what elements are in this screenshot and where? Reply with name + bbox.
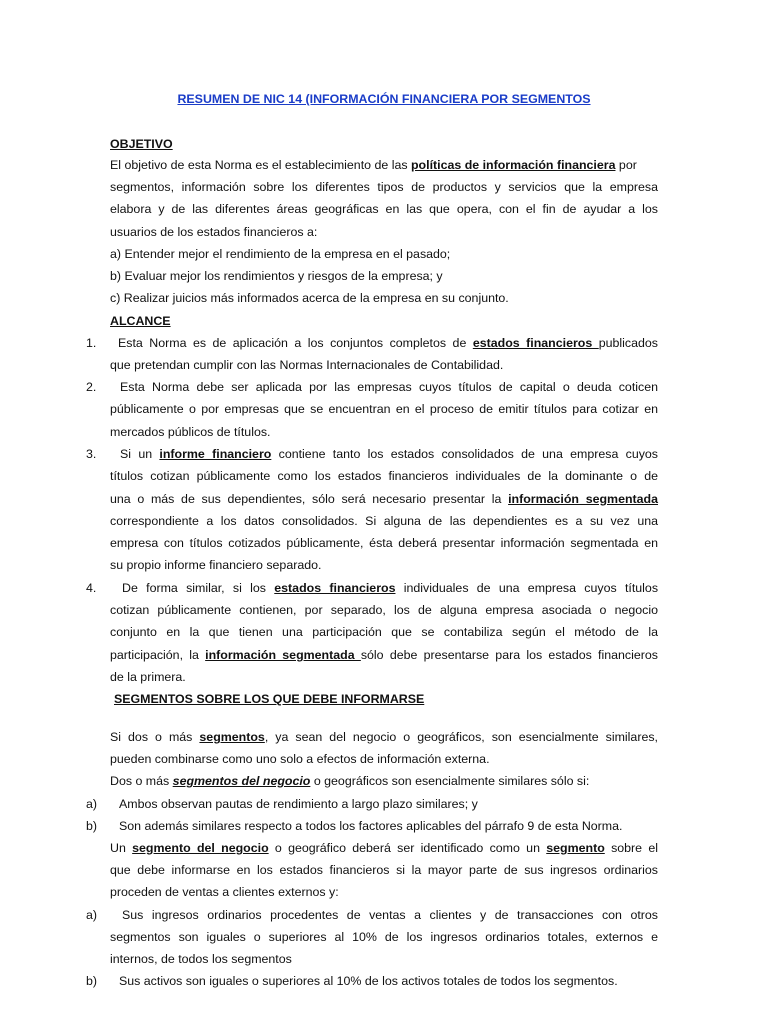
section-heading-objetivo: OBJETIVO — [110, 137, 173, 151]
term-segmento-del-negocio: segmento del negocio — [132, 841, 269, 855]
alcance-3-line-2: títulos cotizan públicamente como los estados financieros individuales de la dominante o de — [110, 469, 658, 483]
objetivo-line-1: El objetivo de esta Norma es el establecimiento de las políticas de información financiera por — [110, 158, 637, 172]
list-letter: a) — [86, 908, 98, 922]
objetivo-item-b: b) Evaluar mejor los rendimientos y riesgos de la empresa; y — [110, 269, 443, 283]
section-heading-segmentos: SEGMENTOS SOBRE LOS QUE DEBE INFORMARSE — [114, 692, 425, 706]
term-estados-financieros: estados financieros — [274, 581, 396, 595]
term-informe-financiero: informe financiero — [159, 447, 272, 461]
alcance-4-line-4: participación, la información segmentada sólo debe presentarse para los estados financieros — [110, 648, 658, 662]
segmentos-item-a2-line-1: Sus ingresos ordinarios procedentes de ventas a clientes y de transacciones con otros — [122, 908, 658, 922]
term-segmento: segmento — [546, 841, 605, 855]
alcance-3-line-3: una o más de sus dependientes, sólo será necesario presentar la información segmentada — [110, 492, 659, 506]
term-segmentos: segmentos — [199, 730, 265, 744]
segmentos-line-4: Un segmento del negocio o geográfico deberá ser identificado como un segmento sobre el — [110, 841, 658, 855]
objetivo-line-4: usuarios de los estados financieros a: — [110, 225, 318, 239]
alcance-2-line-2: públicamente o por empresas que se encuentran en el proceso de emitir títulos para cotizar en — [110, 402, 658, 416]
objetivo-line-3: elabora y de las diferentes áreas geográficas en las que opera, con el fin de ayudar a los — [110, 202, 658, 216]
alcance-3-line-4: correspondiente a los datos consolidados. Si alguna de las dependientes es a su vez una — [110, 514, 658, 528]
segmentos-item-a: Ambos observan pautas de rendimiento a largo plazo similares; y — [119, 797, 478, 811]
term-segmentos-del-negocio: segmentos del negocio — [172, 774, 311, 788]
alcance-4-line-1: De forma similar, si los estados financieros individuales de una empresa cuyos títulos — [122, 581, 659, 595]
alcance-3-line-6: su propio informe financiero separado. — [110, 558, 322, 572]
term-informacion-segmentada: información segmentada — [205, 648, 361, 662]
segmentos-item-a2-line-3: internos, de todos los segmentos — [110, 952, 292, 966]
alcance-4-line-3: conjunto en la que tienen una participación que se contabiliza según el método de la — [110, 625, 658, 639]
term-estados-financieros: estados financieros — [472, 336, 599, 350]
list-number: 2. — [86, 380, 97, 394]
alcance-1-line-2: que pretendan cumplir con las Normas Internacionales de Contabilidad. — [110, 358, 504, 372]
segmentos-item-b: Son además similares respecto a todos los factores aplicables del párrafo 9 de esta Norma. — [119, 819, 623, 833]
term-politicas: políticas de información financiera — [410, 158, 616, 172]
alcance-2-line-3: mercados públicos de títulos. — [110, 425, 271, 439]
segmentos-line-1: Si dos o más segmentos, ya sean del negocio o geográficos, son esencialmente similares, — [110, 730, 658, 744]
alcance-3-line-1: Si un informe financiero contiene tanto los estados consolidados de una empresa cuyos — [120, 447, 659, 461]
list-letter: b) — [86, 974, 98, 988]
objetivo-line-2: segmentos, información sobre los diferentes tipos de productos y servicios que la empresa — [110, 180, 658, 194]
segmentos-item-a2-line-2: segmentos son iguales o superiores al 10% de los ingresos ordinarios totales, externos e — [110, 930, 658, 944]
list-number: 3. — [86, 447, 97, 461]
alcance-3-line-5: empresa con títulos cotizados públicamente, ésta deberá presentar información segmentada en — [110, 536, 658, 550]
section-heading-alcance: ALCANCE — [110, 314, 171, 328]
term-informacion-segmentada: información segmentada — [508, 492, 659, 506]
segmentos-line-6: proceden de ventas a clientes externos y: — [110, 885, 339, 899]
alcance-2-line-1: Esta Norma debe ser aplicada por las empresas cuyos títulos de capital o deuda coticen — [120, 380, 658, 394]
list-letter: a) — [86, 797, 98, 811]
segmentos-line-2: pueden combinarse como uno solo a efectos de información externa. — [110, 752, 490, 766]
list-letter: b) — [86, 819, 98, 833]
objetivo-item-a: a) Entender mejor el rendimiento de la empresa en el pasado; — [110, 247, 451, 261]
document-title: RESUMEN DE NIC 14 (INFORMACIÓN FINANCIERA POR SEGMENTOS — [177, 92, 591, 106]
segmentos-line-5: que debe informarse en los estados financieros si la mayor parte de sus ingresos ordinarios — [110, 863, 658, 877]
segmentos-line-3: Dos o más segmentos del negocio o geográficos son esencialmente similares sólo si: — [110, 774, 590, 788]
list-number: 4. — [86, 581, 97, 595]
alcance-4-line-5: de la primera. — [110, 670, 186, 684]
list-number: 1. — [86, 336, 97, 350]
alcance-4-line-2: cotizan públicamente contienen, por separado, los de alguna empresa asociada o negocio — [110, 603, 658, 617]
objetivo-item-c: c) Realizar juicios más informados acerca de la empresa en su conjunto. — [110, 291, 509, 305]
alcance-1-line-1: Esta Norma es de aplicación a los conjuntos completos de estados financieros publicados — [118, 336, 658, 350]
segmentos-item-b2: Sus activos son iguales o superiores al 10% de los activos totales de todos los segmentos. — [119, 974, 618, 988]
